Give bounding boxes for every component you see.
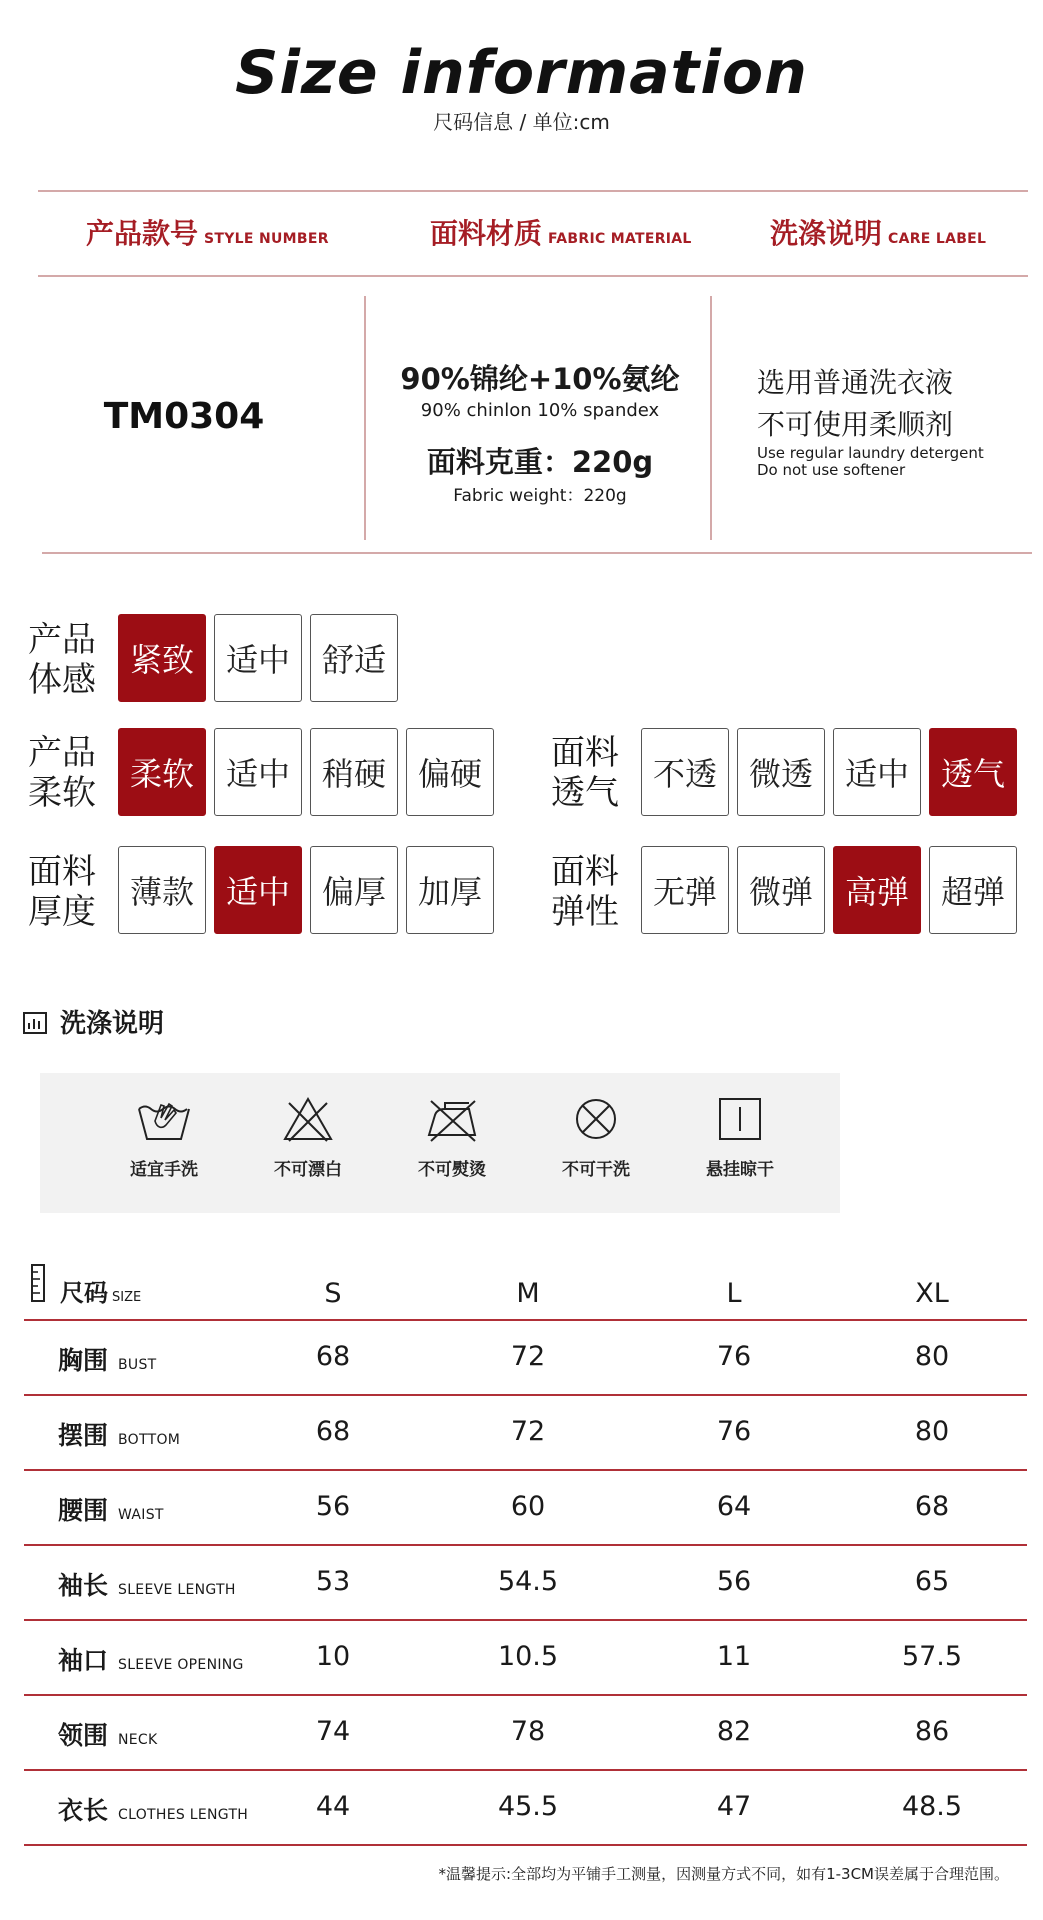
header-fabric-material: 面料材质 FABRIC MATERIAL: [430, 217, 692, 250]
size-col-l: L: [726, 1278, 742, 1309]
row-divider: [24, 1394, 1027, 1396]
fabric-composition-cn: 90%锦纶+10%氨纶: [400, 362, 680, 396]
size-table-title: 尺码 SIZE: [60, 1279, 142, 1307]
divider-top: [38, 190, 1028, 192]
row-divider: [24, 1469, 1027, 1471]
attribute-option: 稍硬: [310, 728, 398, 816]
size-cell: 82: [716, 1716, 752, 1747]
attribute-option-selected: 高弹: [833, 846, 921, 934]
hang-dry-icon: [711, 1095, 769, 1143]
row-divider: [24, 1694, 1027, 1696]
washing-panel: [40, 1073, 840, 1213]
size-col-m: M: [516, 1278, 540, 1309]
size-cell: 72: [510, 1341, 546, 1372]
wash-item-no-bleach: 不可漂白: [248, 1073, 368, 1180]
page-subtitle: 尺码信息 / 单位:cm: [433, 110, 610, 134]
header-style-number: 产品款号 STYLE NUMBER: [86, 217, 329, 250]
size-cell: 56: [716, 1566, 752, 1597]
attribute-option: 适中: [833, 728, 921, 816]
size-cell: 64: [716, 1491, 752, 1522]
size-cell: 60: [510, 1491, 546, 1522]
hand-wash-icon: [135, 1095, 193, 1143]
care-line1-cn: 选用普通洗衣液: [757, 366, 954, 399]
size-col-s: S: [324, 1278, 342, 1309]
size-row-label: 胸围 BUST: [58, 1346, 157, 1375]
size-cell: 65: [914, 1566, 950, 1597]
size-cell: 11: [716, 1641, 752, 1672]
size-row-label: 衣长 CLOTHES LENGTH: [58, 1796, 249, 1825]
row-divider: [24, 1319, 1027, 1321]
column-divider-2: [710, 296, 712, 540]
no-iron-icon: [423, 1095, 481, 1143]
wash-item-no-iron: 不可熨烫: [392, 1073, 512, 1180]
attribute-label: 产品 柔软: [28, 733, 96, 813]
attribute-option: 无弹: [641, 846, 729, 934]
size-cell: 76: [716, 1416, 752, 1447]
attribute-label: 面料 透气: [551, 733, 619, 813]
attribute-option: 适中: [214, 728, 302, 816]
washing-section-title: 洗涤说明: [22, 1003, 164, 1040]
size-row-label: 袖口 SLEEVE OPENING: [58, 1646, 244, 1675]
no-dry-clean-icon: [567, 1095, 625, 1143]
care-line2-en: Do not use softener: [757, 461, 906, 479]
size-cell: 47: [716, 1791, 752, 1822]
attribute-label: 面料 弹性: [551, 852, 619, 932]
attribute-option: 微弹: [737, 846, 825, 934]
row-divider: [24, 1544, 1027, 1546]
wash-item-hand-wash: 适宜手洗: [104, 1073, 224, 1180]
size-cell: 80: [914, 1341, 950, 1372]
style-number-value: TM0304: [103, 396, 265, 437]
size-cell: 72: [510, 1416, 546, 1447]
care-line2-cn: 不可使用柔顺剂: [757, 408, 954, 441]
fabric-weight-cn: 面料克重：220g: [426, 445, 654, 479]
size-cell: 80: [914, 1416, 950, 1447]
size-col-xl: XL: [915, 1278, 949, 1309]
attribute-option: 偏厚: [310, 846, 398, 934]
attribute-option: 薄款: [118, 846, 206, 934]
wash-item-no-dry-clean: 不可干洗: [536, 1073, 656, 1180]
size-row-label: 领围 NECK: [58, 1721, 158, 1750]
attribute-option: 舒适: [310, 614, 398, 702]
attribute-option: 不透: [641, 728, 729, 816]
attribute-option-selected: 柔软: [118, 728, 206, 816]
divider-mid: [38, 275, 1028, 277]
size-cell: 86: [914, 1716, 950, 1747]
size-cell: 10.5: [497, 1641, 559, 1672]
wash-item-hang-dry: 悬挂晾干: [680, 1073, 800, 1180]
size-cell: 57.5: [901, 1641, 963, 1672]
attribute-option: 适中: [214, 614, 302, 702]
size-cell: 68: [315, 1416, 351, 1447]
size-row-label: 腰围 WAIST: [58, 1496, 164, 1525]
attribute-label: 面料 厚度: [28, 852, 96, 932]
attribute-option: 超弹: [929, 846, 1017, 934]
attribute-option: 微透: [737, 728, 825, 816]
page-title: Size information: [235, 38, 808, 108]
attribute-option: 偏硬: [406, 728, 494, 816]
size-cell: 48.5: [901, 1791, 963, 1822]
attribute-option: 加厚: [406, 846, 494, 934]
fabric-weight-en: Fabric weight：220g: [453, 486, 627, 506]
size-cell: 78: [510, 1716, 546, 1747]
ruler-icon: [28, 1263, 50, 1303]
chart-icon: [22, 1009, 50, 1035]
size-cell: 74: [315, 1716, 351, 1747]
size-cell: 68: [914, 1491, 950, 1522]
size-cell: 45.5: [497, 1791, 559, 1822]
attribute-option-selected: 适中: [214, 846, 302, 934]
attribute-option-selected: 透气: [929, 728, 1017, 816]
size-cell: 76: [716, 1341, 752, 1372]
size-cell: 44: [315, 1791, 351, 1822]
size-cell: 10: [315, 1641, 351, 1672]
row-divider: [24, 1769, 1027, 1771]
size-row-label: 袖长 SLEEVE LENGTH: [58, 1571, 236, 1600]
fabric-composition-en: 90% chinlon 10% spandex: [420, 400, 660, 421]
row-divider: [24, 1844, 1027, 1846]
divider-bottom: [42, 552, 1032, 554]
size-cell: 56: [315, 1491, 351, 1522]
no-bleach-icon: [279, 1095, 337, 1143]
attribute-label: 产品 体感: [28, 620, 96, 700]
attribute-option-selected: 紧致: [118, 614, 206, 702]
care-line1-en: Use regular laundry detergent: [757, 444, 984, 462]
row-divider: [24, 1619, 1027, 1621]
header-care-label: 洗涤说明 CARE LABEL: [770, 217, 987, 250]
size-cell: 54.5: [497, 1566, 559, 1597]
size-cell: 53: [315, 1566, 351, 1597]
measurement-note: *温馨提示:全部均为平铺手工测量，因测量方式不同，如有1-3CM误差属于合理范围。: [438, 1865, 1009, 1883]
size-row-label: 摆围 BOTTOM: [58, 1421, 181, 1450]
size-cell: 68: [315, 1341, 351, 1372]
